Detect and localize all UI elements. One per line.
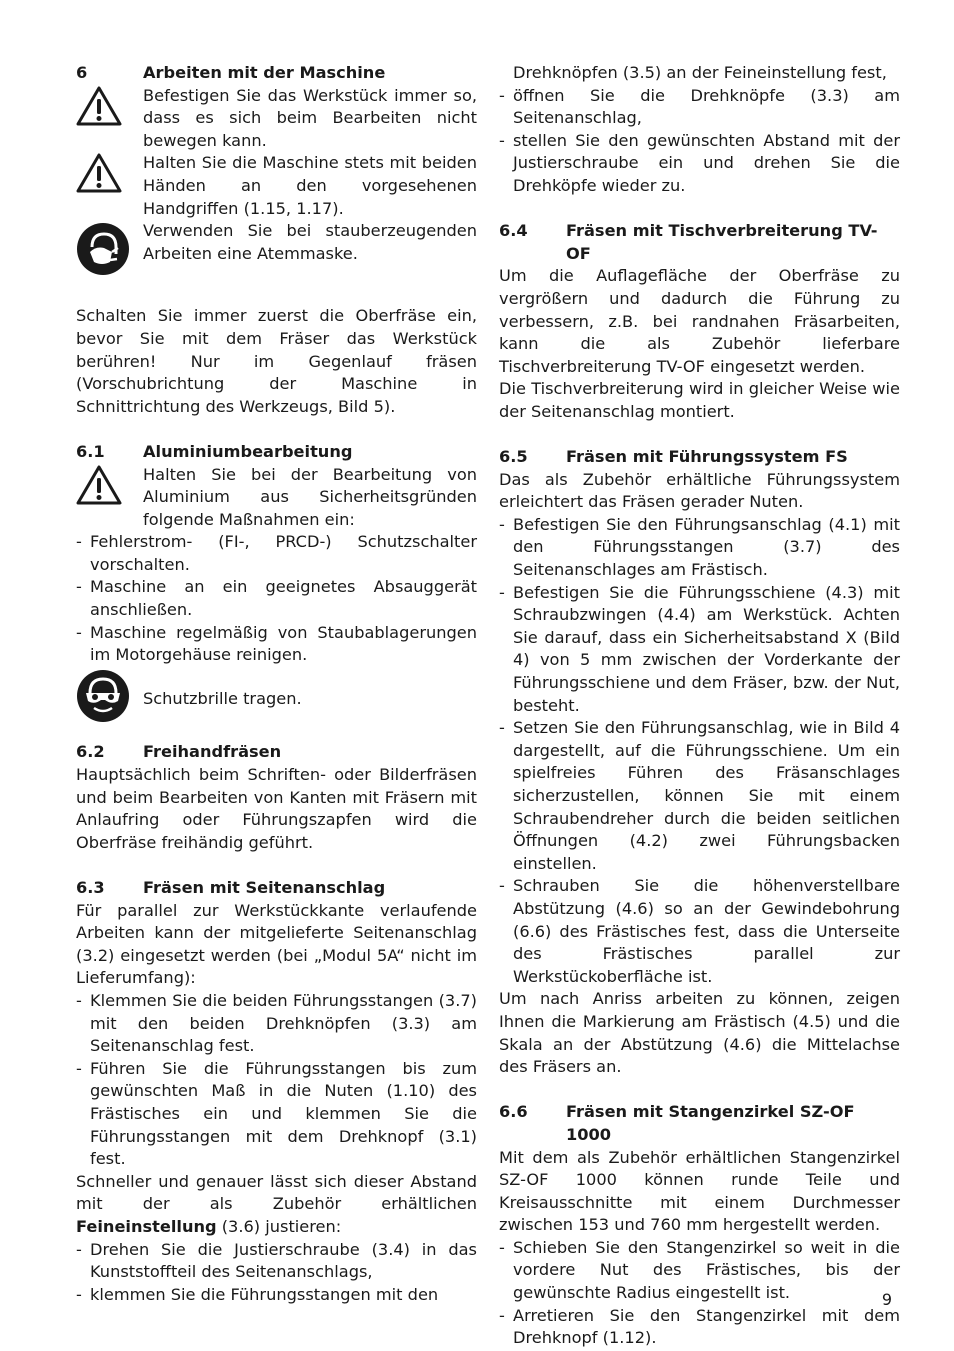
section-heading-6-1 [76,441,477,464]
section-title: Freihandfräsen [143,742,282,762]
fine-adjustment-term: Feineinstellung [76,1216,217,1236]
aluminium-measures-list [76,531,477,667]
section-heading-6-4 [499,220,900,265]
goggles-notice [76,669,477,730]
safety-goggles-icon [76,669,143,730]
list-item: - stellen Sie den gewünschten Abstand mit der Justierschraube ein und drehen Sie die Drehköpfe wieder zu. [499,130,900,198]
right-column [499,62,900,1350]
list-item: - Arretieren Sie den Stangenzirkel mit dem Drehknopf (1.12). [499,1305,900,1350]
section-heading-6-6 [499,1101,900,1146]
continued-steps-list [499,85,900,198]
goggles-text: Schutzbrille tragen. [143,688,302,708]
guide-system-steps-list [499,514,900,988]
paragraph: Um die Auflagefläche der Oberfräse zu vergrößern und dadurch die Führung zu verbessern, z.B. bei randnahen Fräsarbeiten, kann die als Zubehör lieferbare Tischverbreiterung TV-OF eingesetzt werden. [499,266,900,376]
intro-paragraph: Schalten Sie immer zuerst die Oberfräse ein, bevor Sie mit dem Fräser das Werkstück berühren! Nur im Gegenlauf fräsen (Vorschubrichtung der Maschine in Schnittrichtung des Werkzeugs, Bild 5). [76,306,477,416]
section-number: 6.5 [499,447,528,467]
respirator-mask-icon [76,220,143,283]
warning-block [76,152,477,220]
warning-text: Halten Sie die Maschine stets mit beiden Händen an den vorgesehenen Handgriffen (1.15, 1.17). [143,153,477,218]
warning-text: Befestigen Sie das Werkstück immer so, dass es sich beim Bearbeiten nicht bewegen kann. [143,85,477,150]
list-item: - Befestigen Sie die Führungsschiene (4.3) mit Schraubzwingen (4.4) am Werkstück. Achten Sie darauf, dass ein Sicherheitsabstand X (Bild 4) von 5 mm zwischen der Vorderkante der Führungsschiene und dem Fräser, bzw. der Nut, besteht. [499,582,900,718]
list-item: - Schieben Sie den Stangenzirkel so weit in die vordere Nut des Frästisches, bis der gewünschte Radius eingestellt ist. [499,1237,900,1305]
section-heading-6-2 [76,741,477,764]
section-title: Fräsen mit Tischverbreiterung TV-OF [566,221,878,263]
section-title: Aluminiumbearbeitung [143,441,353,461]
section-title: Arbeiten mit der Maschine [143,63,386,82]
warning-block [76,464,477,532]
section-heading-6 [76,62,477,85]
section-number: 6 [76,63,88,82]
page-number: 9 [881,1290,892,1309]
list-item: - Drehen Sie die Justierschraube (3.4) in das Kunststoffteil des Seitenanschlags, [76,1239,477,1284]
mask-text: Verwenden Sie bei stauberzeugenden Arbeiten eine Atemmaske. [143,221,477,263]
warning-triangle-icon [76,152,143,201]
paragraph: Die Tischverbreiterung wird in gleicher Weise wie der Seitenanschlag montiert. [499,379,900,421]
paragraph: Um nach Anriss arbeiten zu können, zeigen Ihnen die Markierung am Frästisch (4.5) und die Skala an der Abstützung (4.6) die Mittelachse des Fräsers an. [499,989,900,1077]
warning-block [76,85,477,153]
warning-text: Halten Sie bei der Bearbeitung von Aluminium aus Sicherheitsgründen folgende Maßnahmen ein: [143,464,477,529]
warning-triangle-icon [76,464,143,513]
warning-triangle-icon [76,85,143,134]
section-number: 6.3 [76,878,105,897]
section-number: 6.4 [499,221,528,241]
continued-line: Drehknöpfen (3.5) an der Feineinstellung fest, [513,63,887,82]
list-item: - Klemmen Sie die beiden Führungsstangen (3.7) mit den beiden Drehknöpfen (3.3) am Seitenanschlag fest. [76,990,477,1058]
list-item: - Führen Sie die Führungsstangen bis zum gewünschten Maß in die Nuten (1.10) des Frästisches ein und klemmen Sie die Führungsstangen mit dem Drehknopf (3.1) fest. [76,1058,477,1171]
list-item: - Fehlerstrom- (FI-, PRCD-) Schutzschalter vorschalten. [76,531,477,576]
list-item: - Befestigen Sie den Führungsanschlag (4.1) mit den Führungsstangen (3.7) des Seitenanschlages am Frästisch. [499,514,900,582]
section-number: 6.1 [76,441,105,461]
fine-adjustment-paragraph: Schneller und genauer lässt sich dieser Abstand mit der als Zubehör erhältlichen Feineinstellung (3.6) justieren: [76,1171,477,1236]
list-item: - Schrauben Sie die höhenverstellbare Abstützung (4.6) so an der Gewindebohrung (6.6) des Frästisches fest, dass die Unterseite des Frästisches parallel zur Werkstückoberfläche ist. [499,875,900,988]
list-item: - Setzen Sie den Führungsanschlag, wie in Bild 4 dargestellt, auf die Führungsschiene. Um ein spielfreies Führen des Fräsanschlages sicherzustellen, können Sie mit einem Schraubendreher durch die beiden seitlichen Öffnungen (4.2) zwei Führungsbacken einstellen. [499,717,900,875]
paragraph: Das als Zubehör erhältliche Führungssystem erleichtert das Fräsen gerader Nuten. [499,469,900,512]
section-heading-6-3 [76,877,477,900]
section-heading-6-5 [499,446,900,469]
list-item: - öffnen Sie die Drehknöpfe (3.3) am Seitenanschlag, [499,85,900,130]
list-item: - klemmen Sie die Führungsstangen mit den [76,1284,477,1307]
section-title: Fräsen mit Seitenanschlag [143,878,386,897]
section-number: 6.2 [76,742,105,762]
paragraph: Für parallel zur Werkstückkante verlaufende Arbeiten kann der mitgelieferte Seitenanschlag (3.2) eingesetzt werden (bei „Modul 5A“ nicht im Lieferumfang): [76,900,477,988]
side-fence-steps-list [76,990,477,1171]
left-column [76,62,477,1306]
section-title: Fräsen mit Stangenzirkel SZ-OF 1000 [566,1102,855,1144]
compass-steps-list [499,1237,900,1350]
fine-adjustment-steps-list [76,1239,477,1307]
section-number: 6.6 [499,1102,528,1122]
mask-notice [76,220,477,283]
paragraph: Hauptsächlich beim Schriften- oder Bilderfräsen und beim Bearbeiten von Kanten mit Fräsern mit Anlaufring oder Führungszapfen wird die Oberfräse freihändig geführt. [76,765,477,852]
list-item: - Maschine regelmäßig von Staubablagerungen im Motorgehäuse reinigen. [76,622,477,667]
paragraph: Mit dem als Zubehör erhältlichen Stangenzirkel SZ-OF 1000 können runde Teile und Kreisausschnitte mit einem Durchmesser zwischen 153 und 760 mm hergestellt werden. [499,1147,900,1235]
section-title: Fräsen mit Führungssystem FS [566,447,848,467]
list-item: - Maschine an ein geeignetes Absauggerät anschließen. [76,576,477,621]
